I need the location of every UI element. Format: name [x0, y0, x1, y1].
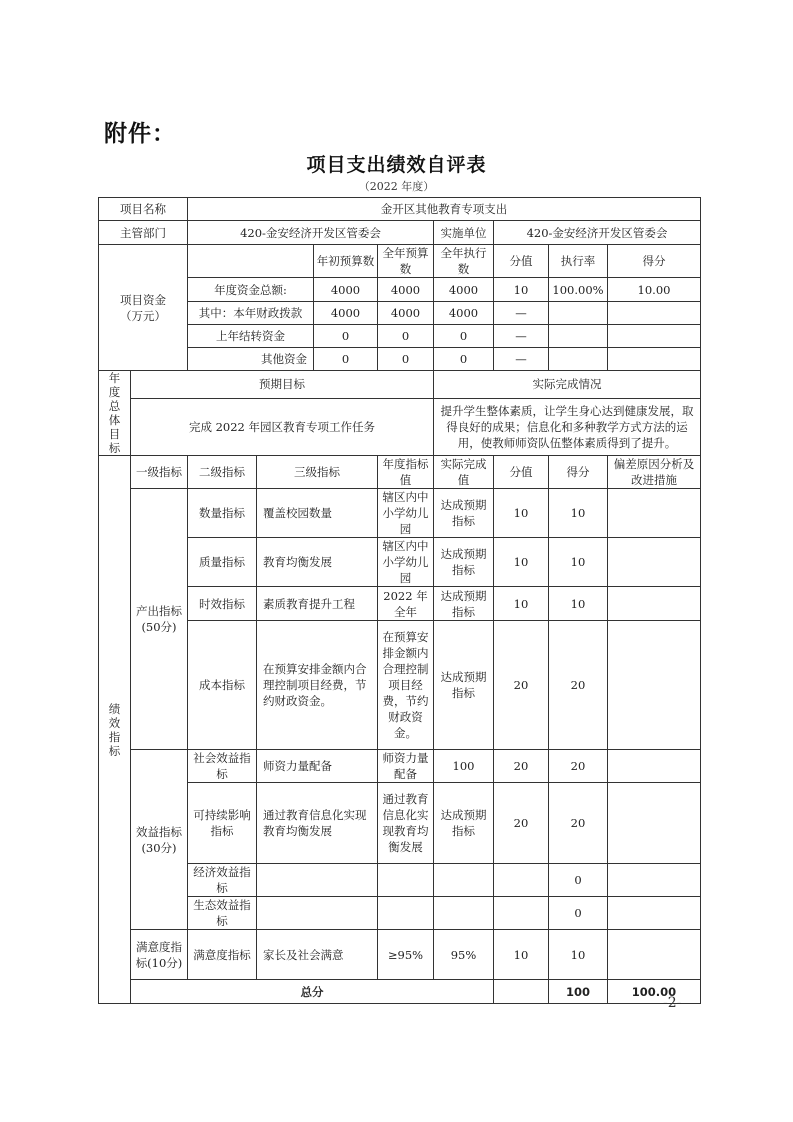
funds-header: 年初预算数: [314, 245, 378, 278]
funds-header: 全年预算数: [378, 245, 434, 278]
funds-header-blank: [188, 245, 314, 278]
actual-goal-header: 实际完成情况: [434, 371, 701, 399]
funds-executed: 4000: [434, 278, 494, 302]
funds-row-name: 其他资金: [188, 348, 314, 371]
indicator-row: [99, 750, 701, 783]
funds-initial: 0: [314, 348, 378, 371]
actual-value: 100: [434, 750, 494, 783]
actual-value: 达成预期指标: [434, 538, 494, 587]
funds-row-name: 上年结转资金: [188, 325, 314, 348]
weight-value: 20: [494, 783, 549, 864]
target-value: 辖区内中小学幼儿园: [378, 489, 434, 538]
level2-indicator: 数量指标: [188, 489, 257, 538]
funds-row: [99, 348, 701, 371]
score-value: 10: [549, 587, 608, 621]
target-value: 通过教育信息化实现教育均衡发展: [378, 783, 434, 864]
attachment-label: 附件：: [104, 121, 176, 147]
funds-initial: 4000: [314, 278, 378, 302]
actual-value: 95%: [434, 930, 494, 980]
indicator-header: 一级指标: [131, 456, 188, 489]
indicator-row: [99, 538, 701, 587]
funds-weight: —: [494, 348, 549, 371]
note-value: [608, 750, 701, 783]
level3-indicator: 师资力量配备: [257, 750, 378, 783]
indicators-header-row: [99, 456, 701, 489]
weight-value: 10: [494, 489, 549, 538]
target-value: 2022 年全年: [378, 587, 434, 621]
note-value: [608, 587, 701, 621]
funds-executed: 0: [434, 325, 494, 348]
goals-label-text: 年度总体目标: [108, 371, 121, 455]
score-value: 0: [549, 897, 608, 930]
actual-value: [434, 864, 494, 897]
score-value: 20: [549, 750, 608, 783]
funds-initial: 4000: [314, 302, 378, 325]
indicator-header: 年度指标值: [378, 456, 434, 489]
weight-value: [494, 864, 549, 897]
score-value: 0: [549, 864, 608, 897]
funds-row: [99, 325, 701, 348]
target-value: 在预算安排金额内合理控制项目经费，节约财政资金。: [378, 621, 434, 750]
funds-header: 全年执行数: [434, 245, 494, 278]
level2-indicator: 生态效益指标: [188, 897, 257, 930]
funds-rate: [549, 325, 608, 348]
indicator-row: [99, 930, 701, 980]
target-value: 辖区内中小学幼儿园: [378, 538, 434, 587]
level2-indicator: 满意度指标: [188, 930, 257, 980]
funds-label-line2: （万元）: [120, 308, 166, 323]
funds-score: 10.00: [608, 278, 701, 302]
funds-weight: 10: [494, 278, 549, 302]
actual-value: 达成预期指标: [434, 783, 494, 864]
note-value: [608, 783, 701, 864]
weight-value: 10: [494, 587, 549, 621]
level2-indicator: 社会效益指标: [188, 750, 257, 783]
funds-executed: 4000: [434, 302, 494, 325]
actual-value: 达成预期指标: [434, 489, 494, 538]
funds-weight: —: [494, 302, 549, 325]
score-value: 20: [549, 783, 608, 864]
indicator-header: 实际完成值: [434, 456, 494, 489]
self-evaluation-table: [98, 197, 701, 1004]
score-value: 10: [549, 489, 608, 538]
total-actual: [494, 980, 549, 1004]
expected-goal-header: 预期目标: [131, 371, 434, 399]
indicator-header: 得分: [549, 456, 608, 489]
weight-value: 20: [494, 750, 549, 783]
indicator-row: [99, 587, 701, 621]
level2-indicator: 经济效益指标: [188, 864, 257, 897]
total-score: 100.00: [608, 980, 701, 1004]
actual-value: 达成预期指标: [434, 587, 494, 621]
funds-row: [99, 302, 701, 325]
indicator-header: 分值: [494, 456, 549, 489]
level3-indicator: 家长及社会满意: [257, 930, 378, 980]
level1-indicator: 产出指标(50分): [131, 489, 188, 750]
note-value: [608, 930, 701, 980]
funds-full: 0: [378, 325, 434, 348]
funds-row-name: 年度资金总额:: [188, 278, 314, 302]
note-value: [608, 864, 701, 897]
target-value: 师资力量配备: [378, 750, 434, 783]
funds-score: [608, 302, 701, 325]
impl-label: 实施单位: [434, 221, 494, 245]
score-value: 20: [549, 621, 608, 750]
note-value: [608, 621, 701, 750]
level2-indicator: 成本指标: [188, 621, 257, 750]
funds-header: 执行率: [549, 245, 608, 278]
funds-rate: 100.00%: [549, 278, 608, 302]
dept-label: 主管部门: [99, 221, 188, 245]
project-name-value: 金开区其他教育专项支出: [188, 198, 701, 221]
indicator-row: [99, 897, 701, 930]
indicator-row: [99, 489, 701, 538]
project-name-row: [99, 198, 701, 221]
total-label: 总分: [131, 980, 494, 1004]
target-value: ≥95%: [378, 930, 434, 980]
funds-row-name: 其中：本年财政拨款: [188, 302, 314, 325]
page-title: 项目支出绩效自评表: [306, 154, 487, 176]
indicator-header: 二级指标: [188, 456, 257, 489]
indicator-row: [99, 783, 701, 864]
indicators-label: [99, 456, 131, 1004]
weight-value: [494, 897, 549, 930]
note-value: [608, 489, 701, 538]
funds-full: 4000: [378, 278, 434, 302]
impl-value: 420-金安经济开发区管委会: [494, 221, 701, 245]
funds-rate: [549, 302, 608, 325]
total-row: [99, 980, 701, 1004]
score-value: 10: [549, 538, 608, 587]
level1-indicator: 效益指标(30分): [131, 750, 188, 930]
page-subtitle: （2022 年度）: [358, 180, 435, 193]
funds-header-row: [99, 245, 701, 278]
level3-indicator: 素质教育提升工程: [257, 587, 378, 621]
target-value: [378, 897, 434, 930]
note-value: [608, 897, 701, 930]
weight-value: 20: [494, 621, 549, 750]
dept-value: 420-金安经济开发区管委会: [188, 221, 434, 245]
level2-indicator: 可持续影响指标: [188, 783, 257, 864]
level3-indicator: [257, 864, 378, 897]
funds-row: [99, 278, 701, 302]
goals-header-row: [99, 371, 701, 399]
funds-header: 分值: [494, 245, 549, 278]
level3-indicator: 在预算安排金额内合理控制项目经费，节约财政资金。: [257, 621, 378, 750]
indicator-header: 三级指标: [257, 456, 378, 489]
target-value: [378, 864, 434, 897]
weight-value: 10: [494, 538, 549, 587]
funds-executed: 0: [434, 348, 494, 371]
indicators-label-text: 绩效指标: [108, 701, 121, 758]
level2-indicator: 时效指标: [188, 587, 257, 621]
project-name-label: 项目名称: [99, 198, 188, 221]
total-weight: 100: [549, 980, 608, 1004]
actual-value: 达成预期指标: [434, 621, 494, 750]
funds-initial: 0: [314, 325, 378, 348]
indicator-header: 偏差原因分析及改进措施: [608, 456, 701, 489]
expected-goal: 完成 2022 年园区教育专项工作任务: [131, 398, 434, 455]
indicator-row: [99, 621, 701, 750]
funds-weight: —: [494, 325, 549, 348]
actual-goal: 提升学生整体素质，让学生身心达到健康发展，取得良好的成果；信息化和多种教学方式方法的运用，使教师师资队伍整体素质得到了提升。: [434, 398, 701, 455]
funds-label: [99, 245, 188, 371]
funds-header: 得分: [608, 245, 701, 278]
score-value: 10: [549, 930, 608, 980]
note-value: [608, 538, 701, 587]
level3-indicator: [257, 897, 378, 930]
level3-indicator: 教育均衡发展: [257, 538, 378, 587]
funds-rate: [549, 348, 608, 371]
dept-row: [99, 221, 701, 245]
funds-full: 0: [378, 348, 434, 371]
goals-label: [99, 371, 131, 456]
indicator-row: [99, 864, 701, 897]
level1-indicator: 满意度指标(10分): [131, 930, 188, 980]
level3-indicator: 覆盖校园数量: [257, 489, 378, 538]
level3-indicator: 通过教育信息化实现教育均衡发展: [257, 783, 378, 864]
funds-label-line1: 项目资金: [120, 292, 166, 307]
funds-score: [608, 348, 701, 371]
page-number: -2-: [663, 995, 682, 1011]
funds-full: 4000: [378, 302, 434, 325]
actual-value: [434, 897, 494, 930]
level2-indicator: 质量指标: [188, 538, 257, 587]
goals-row: [99, 398, 701, 455]
weight-value: 10: [494, 930, 549, 980]
funds-score: [608, 325, 701, 348]
